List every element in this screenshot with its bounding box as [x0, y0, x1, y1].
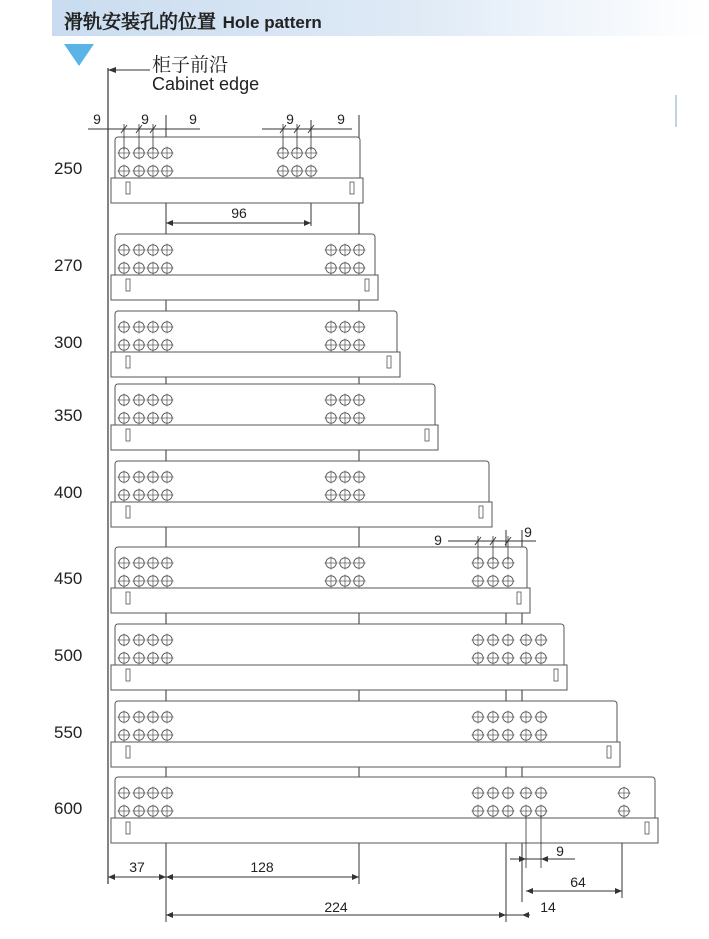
slot-icon [126, 506, 130, 518]
slot-icon [126, 592, 130, 604]
slot-icon [126, 182, 130, 194]
slot-icon [607, 746, 611, 758]
slide-size-label: 270 [54, 256, 83, 275]
cabinet-edge-label-en: Cabinet edge [152, 74, 260, 94]
dimension-label-224: 224 [324, 899, 348, 915]
slide-size-label: 250 [54, 159, 83, 178]
arrowhead-icon [615, 888, 622, 894]
arrow-icon [108, 67, 116, 73]
slide-rail [111, 818, 658, 843]
slide-size-label: 500 [54, 646, 83, 665]
slide-rail [111, 742, 620, 767]
arrowhead-icon [522, 912, 529, 918]
dimension-label-9: 9 [337, 111, 345, 127]
slot-icon [126, 746, 130, 758]
dimension-label-37: 37 [129, 859, 145, 875]
dimension-label-9: 9 [434, 532, 442, 548]
slide-plate [115, 547, 527, 590]
slot-icon [645, 822, 649, 834]
dimension-label-14: 14 [540, 899, 556, 915]
arrowhead-icon [304, 220, 311, 226]
slide-plate [115, 777, 655, 820]
dimension-label-64: 64 [570, 874, 586, 890]
arrowhead-icon [166, 912, 173, 918]
dimension-label-128: 128 [250, 859, 274, 875]
dimension-label-9: 9 [189, 111, 197, 127]
slide-size-label: 550 [54, 723, 83, 742]
slot-icon [479, 506, 483, 518]
slot-icon [517, 592, 521, 604]
slot-icon [126, 356, 130, 368]
slide-rail [111, 178, 363, 203]
arrowhead-icon [499, 912, 506, 918]
slide-size-label: 450 [54, 569, 83, 588]
slot-icon [387, 356, 391, 368]
slide-rail [111, 352, 400, 377]
slide-rail [111, 275, 378, 300]
dimension-label-9: 9 [524, 524, 532, 540]
dimension-label-9: 9 [286, 111, 294, 127]
arrowhead-icon [166, 220, 173, 226]
slot-icon [126, 822, 130, 834]
slide-rail [111, 588, 530, 613]
arrowhead-icon [541, 856, 548, 862]
slide-size-label: 350 [54, 406, 83, 425]
slide-rail [111, 665, 567, 690]
slide-size-label: 300 [54, 333, 83, 352]
slot-icon [126, 279, 130, 291]
dimension-label-9: 9 [93, 111, 101, 127]
title-cn: 滑轨安装孔的位置 [64, 11, 217, 33]
dimension-label-96: 96 [231, 205, 247, 221]
slide-rail [111, 425, 438, 450]
slot-icon [126, 669, 130, 681]
title-en: Hole pattern [222, 13, 322, 32]
dimension-label-9: 9 [556, 843, 564, 859]
arrowhead-icon [526, 888, 533, 894]
slot-icon [425, 429, 429, 441]
arrowhead-icon [108, 874, 115, 880]
slot-icon [365, 279, 369, 291]
dimension-label-9: 9 [141, 111, 149, 127]
cabinet-edge-label-cn: 柜子前沿 [152, 54, 229, 76]
arrowhead-icon [166, 874, 173, 880]
slot-icon [554, 669, 558, 681]
slide-size-label: 600 [54, 799, 83, 818]
slot-icon [350, 182, 354, 194]
arrowhead-icon [352, 874, 359, 880]
slot-icon [126, 429, 130, 441]
slide-rail [111, 502, 492, 527]
slide-size-label: 400 [54, 483, 83, 502]
arrowhead-icon [159, 874, 166, 880]
